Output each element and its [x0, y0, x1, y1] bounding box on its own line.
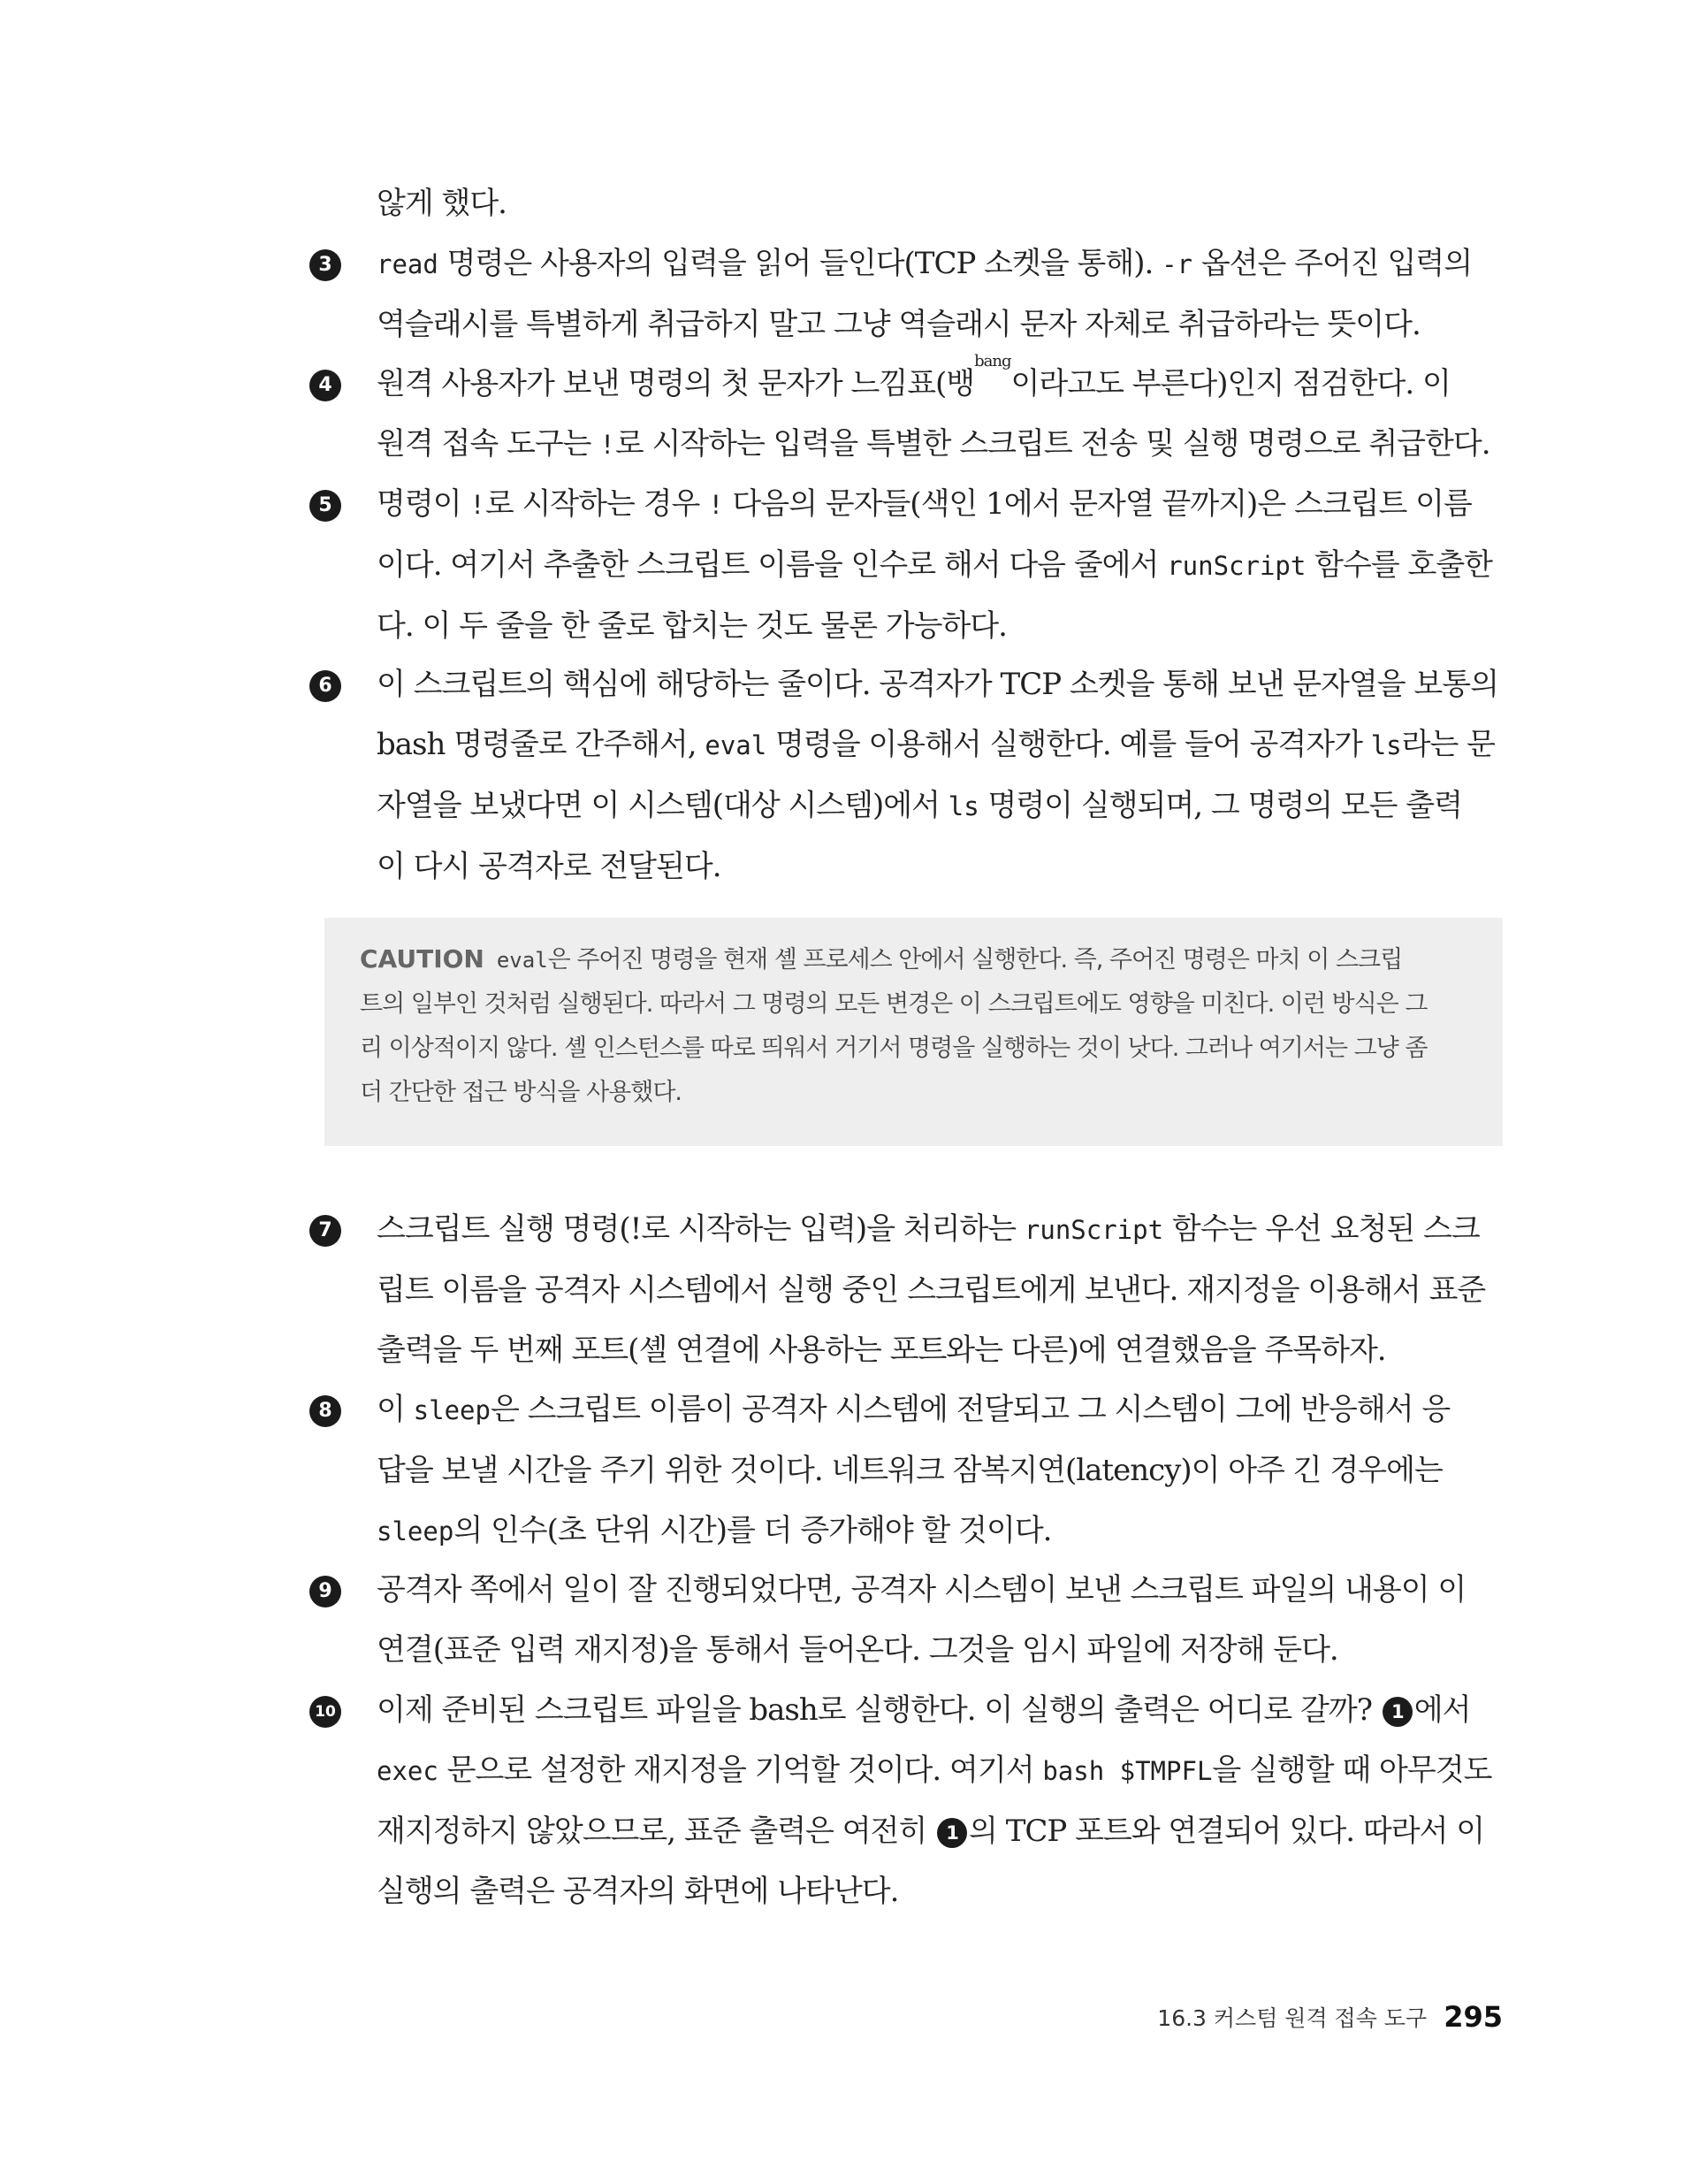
callout-marker: 5: [309, 490, 341, 522]
text-run: 답을 보낼 시간을 주기 위한 것이다. 네트워크 잠복지연(latency)이 아주 긴 경우에는: [377, 1453, 1443, 1488]
inline-code: runScript: [1167, 551, 1307, 581]
inline-code: sleep: [377, 1516, 454, 1546]
text-run: bash 명령줄로 간주해서,: [377, 727, 705, 762]
text-line: [377, 714, 1494, 775]
caution-line: [360, 1027, 1474, 1071]
text-line: [377, 1740, 1494, 1801]
text-line: [377, 654, 1498, 714]
inline-callout-marker: 1: [937, 1818, 967, 1848]
text-line: [377, 1501, 1494, 1562]
text-line: [377, 1680, 1494, 1740]
inline-code: !: [599, 430, 615, 460]
text-run: 실행의 출력은 공격자의 화면에 나타난다.: [377, 1874, 899, 1909]
text-run: 공격자 쪽에서 일이 잘 진행되었다면, 공격자 시스템이 보낸 스크립트 파일의 내용이 이: [377, 1572, 1467, 1607]
text-run: 라는 문: [1401, 727, 1495, 762]
text-run: 문으로 설정한 재지정을 기억할 것이다. 여기서: [438, 1753, 1043, 1788]
text-run: 자열을 보냈다면 이 시스템(대상 시스템)에서: [377, 788, 949, 823]
text-line: [377, 1560, 1494, 1620]
text-line: [377, 474, 1494, 535]
caution-line: [360, 982, 1474, 1027]
callout-marker: 4: [309, 370, 341, 401]
inline-code: exec: [377, 1756, 438, 1786]
inline-code: eval: [705, 730, 767, 760]
caution-box: [324, 918, 1503, 1146]
text-run: 이 스크립트의 핵심에 해당하는 줄이다. 공격자가 TCP 소켓을 통해 보낸 문자열을 보통의: [377, 667, 1498, 702]
callout-marker: 9: [309, 1576, 341, 1607]
text-run: 옵션은 주어진 입력의: [1192, 246, 1473, 281]
text-run: 이 다시 공격자로 전달된다.: [377, 849, 721, 884]
page-number: 295: [1444, 2000, 1503, 2034]
text-run: 이다. 여기서 추출한 스크립트 이름을 인수로 해서 다음 줄에서: [377, 547, 1168, 583]
text-run: 함수는 우선 요청된 스크: [1163, 1211, 1480, 1247]
text-run: 더 간단한 접근 방식을 사용했다.: [360, 1079, 682, 1106]
text-line: [377, 414, 1494, 475]
superscript-text: bang: [974, 352, 1011, 370]
text-line: [377, 1861, 1494, 1921]
list-item-text: [377, 233, 1494, 355]
text-line: [377, 294, 1494, 355]
page-footer: [1157, 2000, 1503, 2034]
inline-code: read: [377, 249, 438, 279]
inline-code: eval: [496, 948, 548, 973]
text-run: 다. 이 두 줄을 한 줄로 합치는 것도 물론 가능하다.: [377, 608, 1007, 644]
text-run: 이라고도 부른다)인지 점검한다. 이: [1010, 366, 1451, 401]
text-run: 원격 사용자가 보낸 명령의 첫 문자가 느낌표(뱅: [377, 366, 975, 401]
caution-line: [360, 1071, 1474, 1115]
caution-line: [360, 937, 1474, 982]
text-run: 스크립트 실행 명령(!로 시작하는 입력)을 처리하는: [377, 1211, 1025, 1247]
list-item-text: [377, 1560, 1494, 1680]
inline-code: runScript: [1024, 1215, 1164, 1245]
inline-code: ls: [1370, 730, 1402, 760]
caution-label: CAUTION: [360, 944, 484, 974]
text-line: [377, 1801, 1494, 1861]
text-run: 은 스크립트 이름이 공격자 시스템에 전달되고 그 시스템이 그에 반응해서 응: [490, 1392, 1451, 1427]
inline-code: !: [708, 490, 724, 520]
inline-callout-marker: 1: [1383, 1697, 1413, 1727]
text-line: [377, 1199, 1494, 1260]
list-item-text: [377, 654, 1498, 897]
text-run: 출력을 두 번째 포트(셸 연결에 사용하는 포트와는 다른)에 연결했음을 주목하자.: [377, 1333, 1386, 1368]
caution-text: [360, 937, 1474, 1115]
text-line: [377, 233, 1494, 294]
text-run: 명령을 이용해서 실행한다. 예를 들어 공격자가: [766, 727, 1371, 762]
callout-marker: 7: [309, 1215, 341, 1247]
text-line: [377, 1320, 1494, 1380]
inline-code: bash $TMPFL: [1042, 1756, 1213, 1786]
text-run: 원격 접속 도구는: [377, 426, 600, 462]
list-item-text: [377, 1199, 1494, 1380]
text-run: 명령이 실행되며, 그 명령의 모든 출력: [979, 788, 1462, 823]
callout-marker: 10: [309, 1696, 341, 1728]
text-run: 다음의 문자들(색인 1에서 문자열 끝까지)은 스크립트 이름: [723, 486, 1472, 522]
text-run: 역슬래시를 특별하게 취급하지 말고 그냥 역슬래시 문자 자체로 취급하라는 뜻이다.: [377, 307, 1421, 342]
list-item-text: [377, 1379, 1494, 1562]
list-item-text: [377, 1680, 1494, 1921]
inline-code: -r: [1162, 249, 1193, 279]
list-item-text: [377, 474, 1494, 656]
text-line: [377, 354, 1494, 414]
list-item-text: [377, 354, 1494, 475]
text-run: 명령이: [377, 486, 470, 522]
inline-code: ls: [948, 791, 979, 821]
text-line: [377, 596, 1494, 656]
text-line: [377, 775, 1494, 836]
text-run: 연결(표준 입력 재지정)을 통해서 들어온다. 그것을 임시 파일에 저장해 둔다.: [377, 1632, 1338, 1668]
text-line: [377, 1260, 1494, 1320]
text-run: 트의 일부인 것처럼 실행된다. 따라서 그 명령의 모든 변경은 이 스크립트에도 영향을 미친다. 이런 방식은 그: [360, 990, 1428, 1018]
text-run: 에서: [1413, 1692, 1471, 1728]
text-line: [377, 836, 1494, 897]
text-run: 은 주어진 명령을 현재 셸 프로세스 안에서 실행한다. 즉, 주어진 명령은 마치 이 스크립: [547, 946, 1403, 974]
callout-marker: 3: [309, 249, 341, 281]
text-line: [377, 1379, 1494, 1440]
text-run: 이: [377, 1392, 414, 1427]
text-line: [377, 535, 1494, 596]
callout-marker: 8: [309, 1395, 341, 1427]
text-run: 의 인수(초 단위 시간)를 더 증가해야 할 것이다.: [453, 1513, 1052, 1548]
inline-code: sleep: [413, 1395, 491, 1425]
text-run: 함수를 호출한: [1306, 547, 1493, 583]
text-run: 의 TCP 포트와 연결되어 있다. 따라서 이: [969, 1814, 1485, 1849]
text-run: 리 이상적이지 않다. 셸 인스턴스를 따로 띄워서 거기서 명령을 실행하는 것이 낫다. 그러나 여기서는 그냥 좀: [360, 1035, 1428, 1062]
text-run: 립트 이름을 공격자 시스템에서 실행 중인 스크립트에게 보낸다. 재지정을 이용해서 표준: [377, 1272, 1486, 1308]
callout-marker: 6: [309, 670, 341, 702]
footer-section-title: 16.3 커스텀 원격 접속 도구: [1157, 2005, 1428, 2031]
text-run: 로 시작하는 경우: [484, 486, 709, 522]
text-run: 명령은 사용자의 입력을 읽어 들인다(TCP 소켓을 통해).: [438, 246, 1162, 281]
text-run: 이제 준비된 스크립트 파일을 bash로 실행한다. 이 실행의 출력은 어디로 갈까?: [377, 1692, 1381, 1728]
text-line: [377, 1440, 1494, 1501]
text-run: 을 실행할 때 아무것도: [1212, 1753, 1492, 1788]
text-run: 재지정하지 않았으므로, 표준 출력은 여전히: [377, 1814, 936, 1849]
text-run: 로 시작하는 입력을 특별한 스크립트 전송 및 실행 명령으로 취급한다.: [614, 426, 1490, 462]
continuation-line: 않게 했다.: [377, 186, 507, 221]
text-line: [377, 1620, 1494, 1680]
inline-code: !: [469, 490, 485, 520]
